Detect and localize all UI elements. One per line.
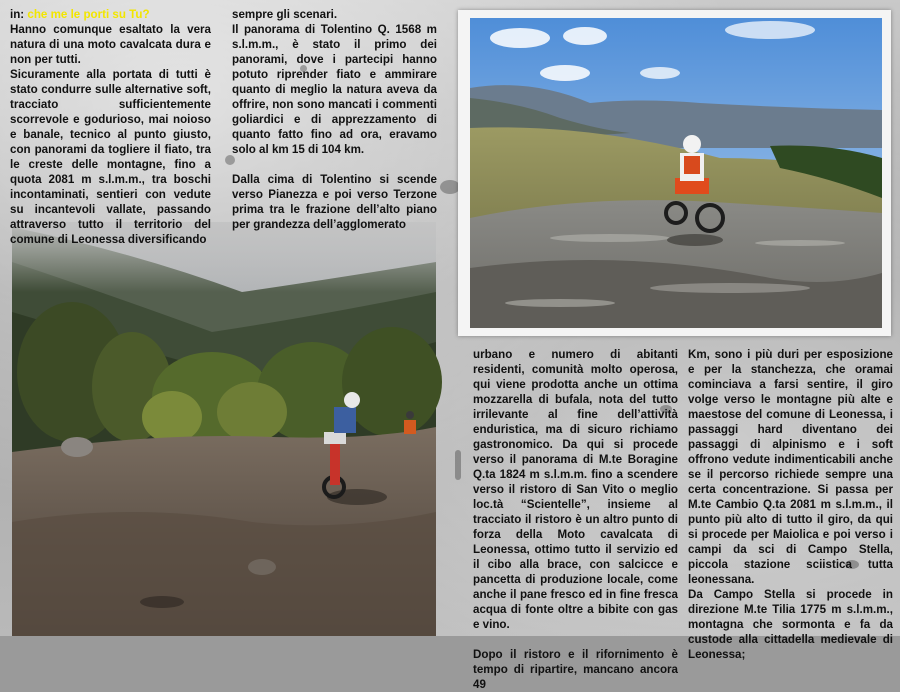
paragraph-gap <box>232 157 437 172</box>
paragraph: Da Campo Stella si procede in direzione M.te Tilia 1775 m s.l.m.m., montagna che sormonta e fa da custode alla cittadella medievale di Leonessa; <box>688 588 893 661</box>
photo-mountain-rider <box>470 18 882 328</box>
lead-prefix: in: <box>10 8 28 21</box>
photo-frame <box>458 10 891 336</box>
paragraph: Km, sono i più duri per esposizione e per la stanchezza, che oramai cominciava a farsi sentire, il giro volge verso le montagne più alte e maestose del comune di Leonessa, i passaggi hard diventano dei passaggi di alpinismo e i soft offrono vedute indimenticabili anche se il percorso richiede sempre una certa concentrazione. Si passa per M.te Cambio Q.ta 2081 m s.l.m.m., il punto più alto di tutto il giro, da qui si procede per Maiolica e poi verso i campi da sci di Campo Stella, piccola stazione sciistica tutta leonessana. <box>688 348 893 586</box>
paragraph: Dopo il ristoro e il rifornimento è tempo di ripartire, mancano ancora 49 <box>473 648 678 691</box>
article-column-1 <box>10 7 211 247</box>
paragraph: Hanno comunque esaltato la vera natura di una moto cavalcata dura e non per tutti. <box>10 23 211 66</box>
article-column-2 <box>232 7 437 232</box>
column-lead <box>10 7 211 22</box>
lead-highlight-question: che me le porti su Tu? <box>27 8 150 21</box>
paragraph-gap <box>473 632 678 647</box>
photo-forest-trail-rider <box>12 222 436 636</box>
article-column-3 <box>473 347 678 692</box>
paragraph: Dalla cima di Tolentino si scende verso Pianezza e poi verso Terzone prima tra le frazione dell’alto piano per grandezza dell’agglomerato <box>232 173 437 231</box>
paragraph: Il panorama di Tolentino Q. 1568 m s.l.m.m., è stato il primo dei panorami, dove i partecipi hanno potuto riprender fiato e ammirare quanto di meglio la natura aveva da offrire, non sono mancati i commenti goliardici e di apprezzamento di quanto fatto fino ad ora, eravamo solo al km 15 di 104 km. <box>232 23 437 156</box>
paragraph: urbano e numero di abitanti residenti, comunità molto operosa, qui viene prodotta anche un ottima mozzarella di bufala, nota del tutto irrilevante al fine dell’attività enduristica, ma di sicuro richiamo gastronomico. Da qui si procede verso il panorama di M.te Boragine Q.ta 1824 m s.l.m.m. fino a scendere verso il ristoro di San Vito o meglio loc.tà “Scientelle”, insieme al tracciato il ristoro è un altro punto di forza della Moto cavalcata di Leonessa, ottimo tutto il servizio ed il cibo alla brace, con salcicce e pancetta di produzione locale, come anche il pane fresco ed in fine fresca acqua di fonte oltre a bibite con gas e vino. <box>473 348 678 631</box>
grunge-stain <box>440 180 460 194</box>
grunge-stain <box>455 450 461 480</box>
paragraph: sempre gli scenari. <box>232 8 338 21</box>
paragraph: Sicuramente alla portata di tutti è stato condurre sulle alternative soft, tracciato sufficientemente scorrevole e godurioso, mai noioso e banale, tecnico al punto giusto, con panorami da togliere il fiato, tra le creste delle montagne, fino a quota 2081 m s.l.m.m., tra boschi incontaminati, sentieri con vedute su incantevoli vallate, passando attraverso tutto il territorio del comune di Leonessa diversificando <box>10 68 211 246</box>
article-column-4 <box>688 347 893 662</box>
